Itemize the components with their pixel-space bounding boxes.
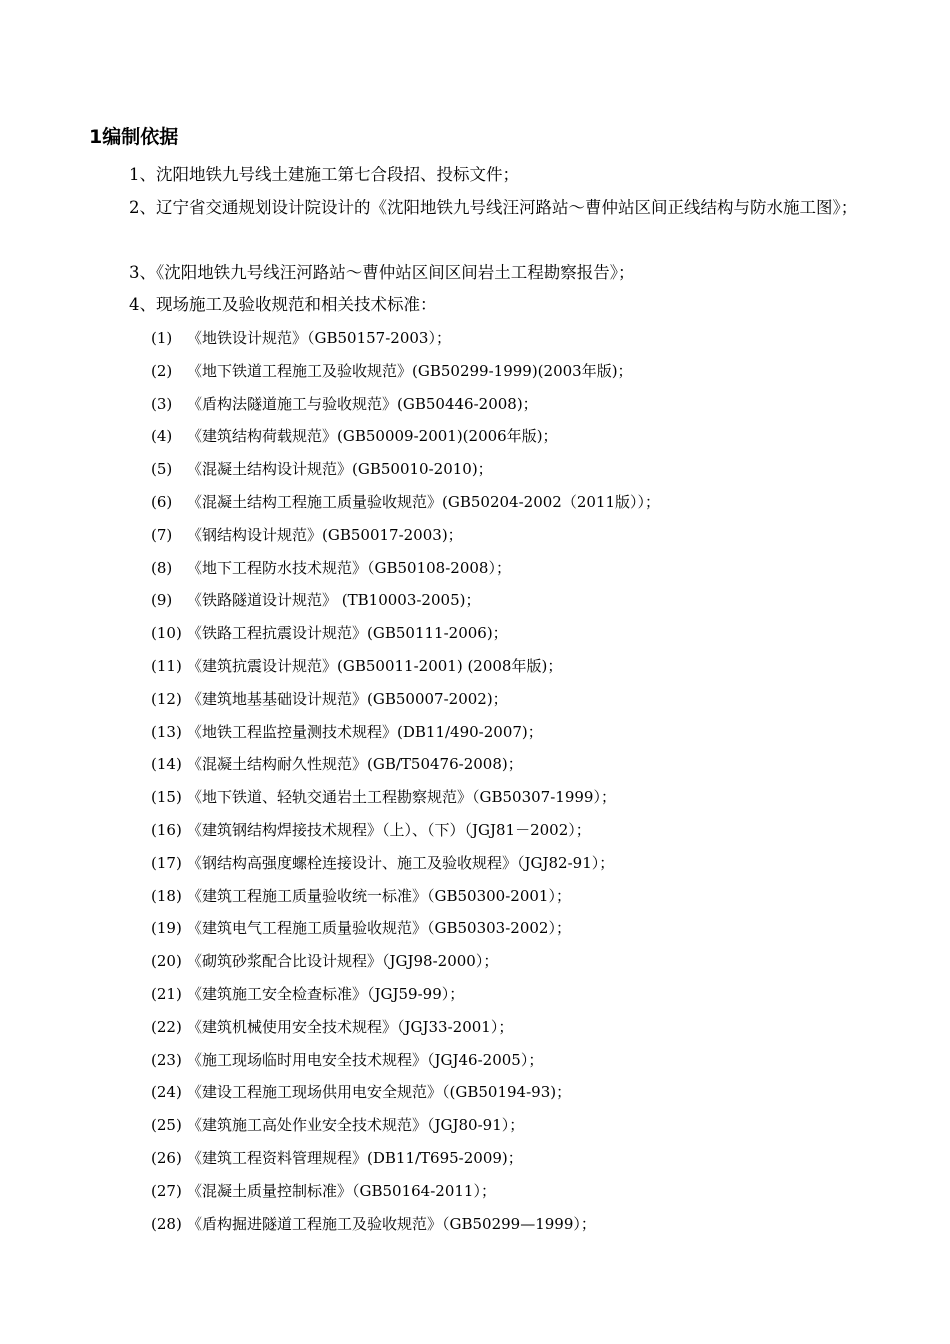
item-text: 《建筑抗震设计规范》(GB50011-2001) (2008年版)； <box>187 656 563 675</box>
standards-list <box>151 322 891 1240</box>
item-text: 《地下工程防水技术规范》（GB50108-2008）； <box>187 558 511 577</box>
list-item <box>151 945 891 978</box>
section-heading: 1编制依据 <box>89 126 179 148</box>
item-number: (23) <box>151 1050 182 1069</box>
item-number: (13) <box>151 722 182 741</box>
item-text: 《混凝土结构耐久性规范》(GB/T50476-2008)； <box>187 755 523 774</box>
item-text: 《建筑结构荷载规范》(GB50009-2001)(2006年版)； <box>187 427 558 446</box>
item-number: (2) <box>151 361 173 380</box>
item-number: (17) <box>151 853 182 872</box>
list-item <box>151 781 891 814</box>
list-item <box>151 584 891 617</box>
item-number: (5) <box>151 460 173 479</box>
list-item <box>151 1011 891 1044</box>
item-text: 《钢结构设计规范》(GB50017-2003)； <box>187 525 463 544</box>
item-text: 《盾构掘进隧道工程施工及验收规范》（GB50299—1999）； <box>187 1214 596 1233</box>
item-text: 《地铁设计规范》（GB50157-2003）； <box>187 329 451 347</box>
item-number: (27) <box>151 1181 182 1200</box>
item-number: (26) <box>151 1148 182 1167</box>
list-item <box>151 978 891 1011</box>
item-text: 《混凝土结构工程施工质量验收规范》(GB50204-2002（2011版））； <box>187 492 660 511</box>
list-item <box>151 1208 891 1241</box>
item-text: 《混凝土结构设计规范》(GB50010-2010)； <box>187 460 493 479</box>
item-number: (22) <box>151 1017 182 1036</box>
item-text: 《地铁工程监控量测技术规程》(DB11/490-2007)； <box>187 722 543 741</box>
item-number: (19) <box>151 919 182 938</box>
list-item <box>151 847 891 880</box>
item-text: 《钢结构高强度螺栓连接设计、施工及验收规程》（JGJ82-91）； <box>187 853 615 872</box>
item-text: 《混凝土质量控制标准》（GB50164-2011）； <box>187 1181 496 1200</box>
list-item <box>151 322 891 355</box>
basis-paragraph-1: 1、沈阳地铁九号线土建施工第七合段招、投标文件； <box>129 165 519 184</box>
list-item <box>151 617 891 650</box>
list-item <box>151 1044 891 1077</box>
item-number: (6) <box>151 492 173 511</box>
item-text: 《砌筑砂浆配合比设计规程》（JGJ98-2000）； <box>187 952 499 971</box>
item-number: (14) <box>151 755 182 774</box>
list-item <box>151 880 891 913</box>
list-item <box>151 519 891 552</box>
list-item <box>151 420 891 453</box>
list-item <box>151 912 891 945</box>
item-number: (3) <box>151 394 173 413</box>
list-item <box>151 1076 891 1109</box>
list-item <box>151 716 891 749</box>
item-number: (1) <box>151 329 173 347</box>
list-item <box>151 355 891 388</box>
list-item <box>151 1142 891 1175</box>
item-number: (28) <box>151 1214 182 1233</box>
item-number: (11) <box>151 656 182 675</box>
list-item <box>151 814 891 847</box>
list-item <box>151 486 891 519</box>
item-text: 《建筑施工安全检查标准》（JGJ59-99）； <box>187 984 465 1003</box>
item-number: (20) <box>151 952 182 971</box>
item-text: 《建筑钢结构焊接技术规程》（上）、（下）（JGJ81－2002）； <box>187 820 591 839</box>
list-item <box>151 388 891 421</box>
list-item <box>151 1109 891 1142</box>
item-text: 《建筑地基基础设计规范》(GB50007-2002)； <box>187 689 508 708</box>
item-text: 《铁路隧道设计规范》 (TB10003-2005)； <box>187 591 481 610</box>
item-text: 《建筑工程施工质量验收统一标准》（GB50300-2001）； <box>187 886 571 905</box>
item-text: 《建筑工程资料管理规程》(DB11/T695-2009)； <box>187 1148 523 1167</box>
list-item <box>151 453 891 486</box>
item-number: (9) <box>151 591 173 610</box>
list-item <box>151 748 891 781</box>
item-number: (8) <box>151 558 173 577</box>
item-text: 《地下铁道工程施工及验收规范》(GB50299-1999)(2003年版)； <box>187 361 633 380</box>
basis-paragraph-2: 2、辽宁省交通规划设计院设计的《沈阳地铁九号线汪河路站～曹仲站区间正线结构与防水施工图》； <box>129 198 858 217</box>
item-number: (18) <box>151 886 182 905</box>
item-number: (25) <box>151 1116 182 1135</box>
list-item <box>151 683 891 716</box>
item-text: 《建筑电气工程施工质量验收规范》（GB50303-2002）； <box>187 919 571 938</box>
item-number: (15) <box>151 788 182 807</box>
item-text: 《建筑机械使用安全技术规程》（JGJ33-2001）； <box>187 1017 514 1036</box>
basis-paragraph-3: 3、《沈阳地铁九号线汪河路站～曹仲站区间区间岩土工程勘察报告》； <box>129 263 635 282</box>
basis-paragraph-4: 4、现场施工及验收规范和相关技术标准： <box>129 295 437 314</box>
item-number: (21) <box>151 984 182 1003</box>
list-item <box>151 650 891 683</box>
item-number: (24) <box>151 1083 182 1102</box>
item-text: 《地下铁道、轻轨交通岩土工程勘察规范》（GB50307-1999）； <box>187 788 616 807</box>
item-text: 《施工现场临时用电安全技术规程》（JGJ46-2005）； <box>187 1050 544 1069</box>
item-number: (7) <box>151 525 173 544</box>
list-item <box>151 1175 891 1208</box>
item-text: 《建筑施工高处作业安全技术规范》（JGJ80-91）； <box>187 1116 525 1135</box>
item-number: (16) <box>151 820 182 839</box>
item-text: 《铁路工程抗震设计规范》(GB50111-2006)； <box>187 624 508 643</box>
item-number: (12) <box>151 689 182 708</box>
item-number: (4) <box>151 427 173 446</box>
list-item <box>151 552 891 585</box>
item-text: 《盾构法隧道施工与验收规范》(GB50446-2008)； <box>187 394 538 413</box>
item-number: (10) <box>151 624 182 643</box>
item-text: 《建设工程施工现场供用电安全规范》（(GB50194-93)； <box>187 1083 572 1102</box>
